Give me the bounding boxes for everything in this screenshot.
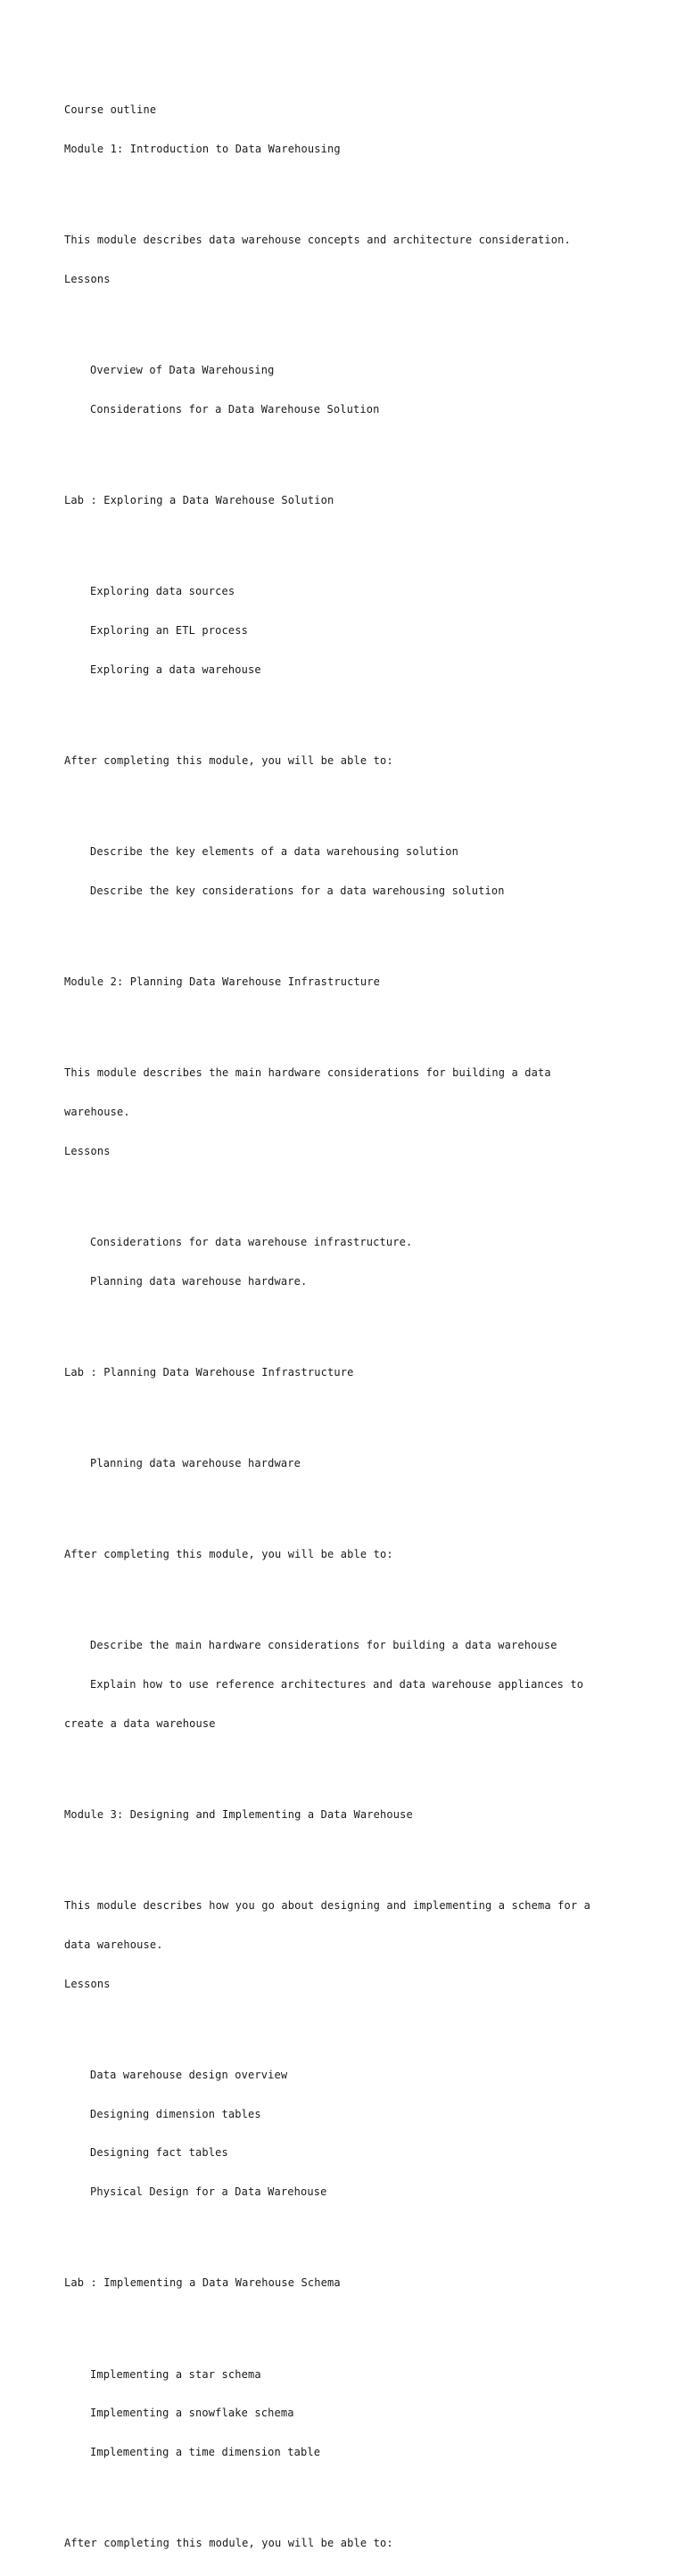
module-1-lab-item: Exploring a data warehouse: [90, 663, 261, 676]
module-1-lesson: Considerations for a Data Warehouse Solution: [90, 402, 380, 416]
spacer: [64, 1015, 635, 1028]
spacer: [64, 1848, 635, 1861]
spacer: [64, 703, 635, 716]
module-3-lesson: Designing fact tables: [90, 2146, 228, 2160]
module-1-title: Module 1: Introduction to Data Warehousing: [64, 142, 341, 155]
module-3-lesson: Physical Design for a Data Warehouse: [90, 2185, 327, 2199]
module-2-lesson: Considerations for data warehouse infrastructure.: [90, 1235, 413, 1248]
module-3-lesson: Designing dimension tables: [90, 2107, 261, 2120]
module-2-outcome: Describe the main hardware considerations for building a data warehouse: [90, 1639, 557, 1652]
module-2-description: This module describes the main hardware considerations for building a data: [64, 1066, 551, 1080]
spacer: [64, 2316, 635, 2329]
spacer: [64, 2485, 635, 2498]
module-2-lessons-label: Lessons: [64, 1144, 111, 1157]
module-3-lab-item: Implementing a snowflake schema: [90, 2407, 294, 2420]
module-2-outcome: Explain how to use reference architectures and data warehouse appliances to: [90, 1678, 584, 1691]
spacer: [64, 794, 635, 807]
module-1-lesson: Overview of Data Warehousing: [90, 364, 275, 377]
module-3-lab-item: Implementing a time dimension table: [90, 2446, 321, 2459]
spacer: [64, 1313, 635, 1327]
module-2-title: Module 2: Planning Data Warehouse Infrastructure: [64, 975, 380, 988]
spacer: [64, 2225, 635, 2238]
spacer: [64, 312, 635, 325]
module-2-outcome-wrap: create a data warehouse: [64, 1716, 216, 1730]
module-1-outcome: Describe the key considerations for a data warehousing solution: [90, 884, 505, 897]
module-3-after-text: After completing this module, you will be able to:: [64, 2537, 393, 2550]
module-2-lab-item: Planning data warehouse hardware: [90, 1456, 301, 1469]
module-2-description-wrap: warehouse.: [64, 1105, 130, 1118]
spacer: [64, 2016, 635, 2029]
spacer: [64, 1757, 635, 1770]
module-2-lab-title: Lab : Planning Data Warehouse Infrastructure: [64, 1365, 354, 1379]
module-1-lab-item: Exploring data sources: [90, 585, 235, 598]
spacer: [64, 924, 635, 937]
module-2-after-text: After completing this module, you will be able to:: [64, 1548, 393, 1561]
module-3-lab-title: Lab : Implementing a Data Warehouse Schema: [64, 2276, 341, 2290]
module-1-description: This module describes data warehouse concepts and architecture consideration.: [64, 234, 571, 247]
module-2-lesson: Planning data warehouse hardware.: [90, 1274, 308, 1288]
course-outline-text: [64, 78, 635, 2576]
spacer: [64, 1587, 635, 1601]
module-1-lessons-label: Lessons: [64, 272, 111, 285]
spacer: [64, 442, 635, 456]
module-1-lab-title: Lab : Exploring a Data Warehouse Solution: [64, 494, 334, 506]
module-3-description-wrap: data warehouse.: [64, 1938, 163, 1951]
module-1-lab-item: Exploring an ETL process: [90, 623, 248, 637]
spacer: [64, 1405, 635, 1419]
module-3-lessons-label: Lessons: [64, 1977, 111, 1990]
module-3-title: Module 3: Designing and Implementing a Data Warehouse: [64, 1807, 413, 1821]
spacer: [64, 1183, 635, 1197]
module-3-lesson: Data warehouse design overview: [90, 2068, 288, 2081]
spacer: [64, 1496, 635, 1510]
module-3-lab-item: Implementing a star schema: [90, 2367, 261, 2381]
course-outline-heading: Course outline: [64, 103, 157, 117]
module-3-description: This module describes how you go about designing and implementing a schema for a: [64, 1899, 590, 1913]
spacer: [64, 533, 635, 547]
spacer: [64, 182, 635, 195]
module-1-after-text: After completing this module, you will be able to:: [64, 753, 393, 767]
module-1-outcome: Describe the key elements of a data warehousing solution: [90, 845, 458, 859]
